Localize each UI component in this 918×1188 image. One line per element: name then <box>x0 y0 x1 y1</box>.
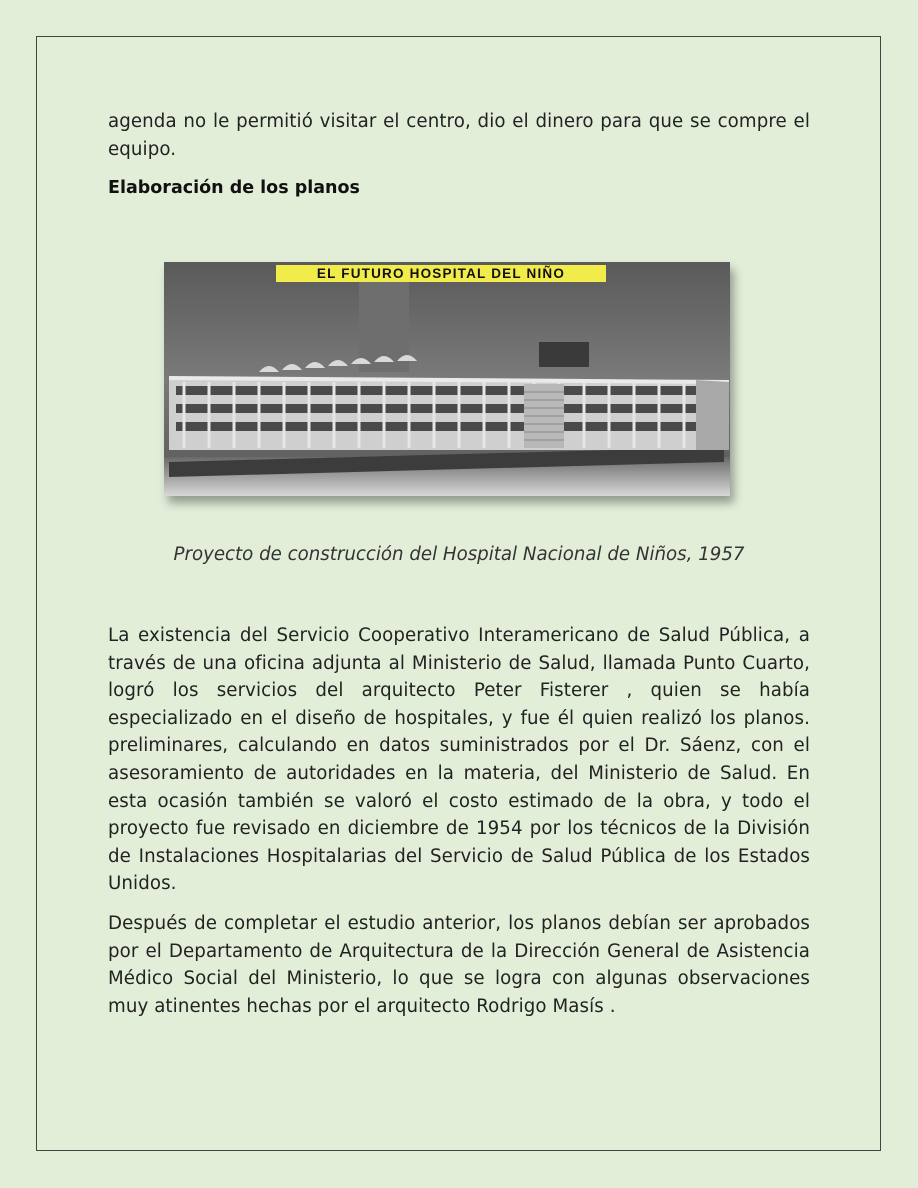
banner-text: EL FUTURO HOSPITAL DEL NIÑO <box>316 266 566 281</box>
section-heading: Elaboración de los planos <box>108 178 360 199</box>
paragraph-1: La existencia del Servicio Cooperativo Interamericano de Salud Pública, a través de una oficina adjunta al Ministerio de Salud, llamada Punto Cuarto, logró los servicios del arquitecto Peter Fisterer , quien se había especializado en el diseño de hospitales, y fue él quien realizó los planos. preliminares, calculando en datos suministrados por el Dr. Sáenz, con el asesoramiento de autoridades en la materia, del Ministerio de Salud. En esta ocasión también se valoró el costo estimado de la obra, y todo el proyecto fue revisado en diciembre de 1954 por los técnicos de la División de Instalaciones Hospitalarias del Servicio de Salud Pública de los Estados Unidos. <box>108 625 810 895</box>
body-text-block <box>108 622 810 1032</box>
paragraph-2: Después de completar el estudio anterior, los planos debían ser aprobados por el Departamento de Arquitectura de la Dirección General de Asistencia Médico Social del Ministerio, lo que se logra con algunas observaciones muy atinentes hechas por el arquitecto Rodrigo Masís . <box>108 912 810 1017</box>
figure-caption: Proyecto de construcción del Hospital Nacional de Niños, 1957 <box>173 544 745 565</box>
intro-block <box>108 108 810 201</box>
intro-paragraph: agenda no le permitió visitar el centro, dio el dinero para que se compre el equipo. <box>108 111 810 160</box>
hospital-model-photo <box>164 262 730 496</box>
hospital-model-image <box>164 262 730 496</box>
